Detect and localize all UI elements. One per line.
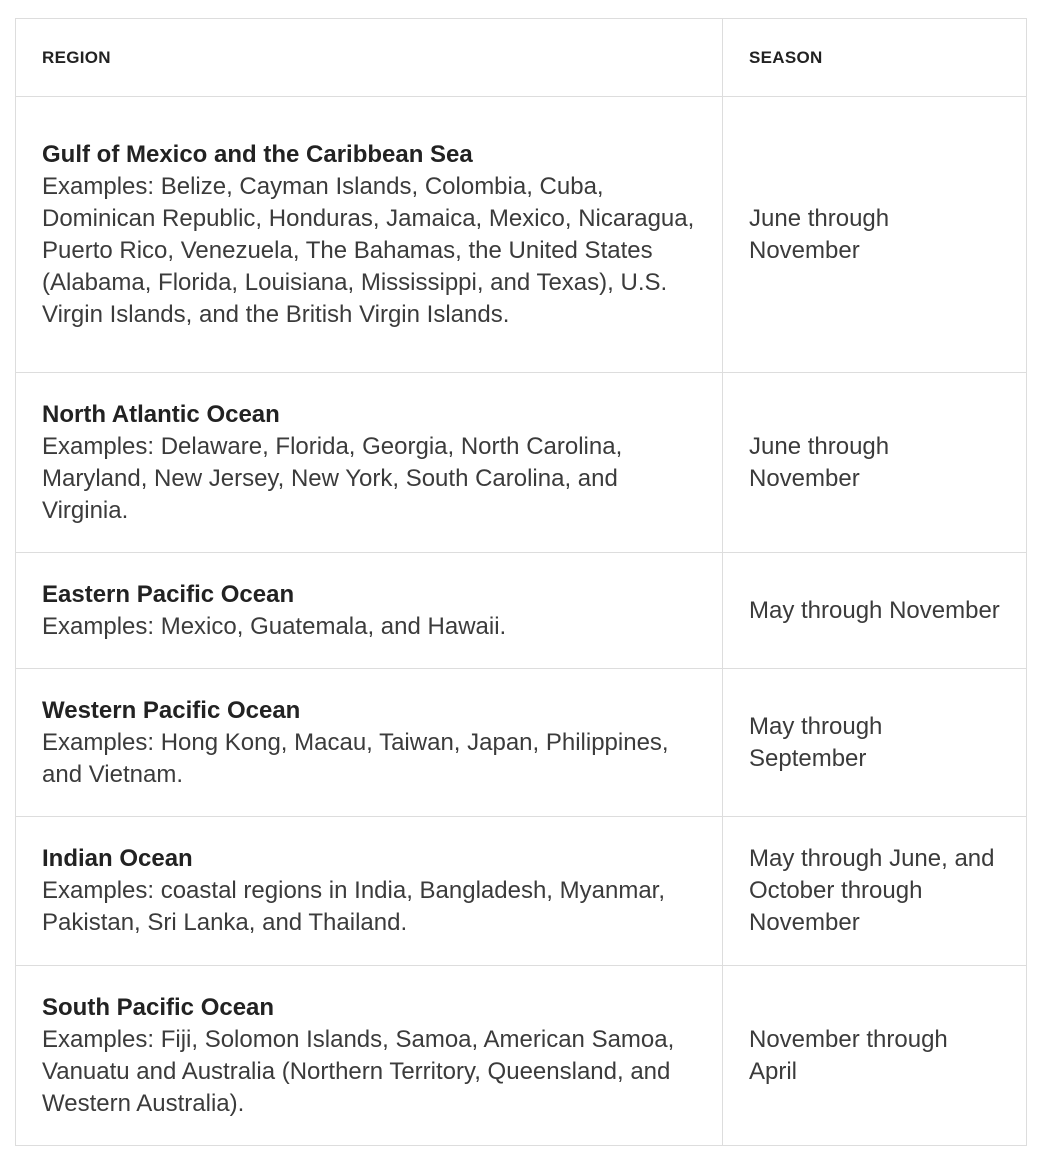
region-examples: Examples: Belize, Cayman Islands, Colombia, Cuba, Dominican Republic, Honduras, Jamaica, Mexico, Nicaragua, Puerto Rico, Venezuela, The Bahamas, the United States (Alabama, Florida, Louisiana, Mississippi, and Texas), U.S. Virgin Islands, and the British Virgin Islands. (42, 172, 695, 328)
region-cell (16, 669, 723, 817)
table-row (16, 817, 1027, 966)
table-header-row (16, 19, 1027, 97)
region-name: Indian Ocean (42, 845, 193, 872)
column-header-region: REGION (16, 19, 723, 97)
region-cell (16, 553, 723, 669)
season-cell: May through June, and October through November (723, 817, 1027, 966)
region-cell (16, 97, 723, 373)
table-row (16, 966, 1027, 1146)
season-cell: June through November (723, 373, 1027, 553)
region-examples: Examples: Mexico, Guatemala, and Hawaii. (42, 612, 507, 640)
table-row (16, 97, 1027, 373)
column-header-season: SEASON (723, 19, 1027, 97)
table-row (16, 373, 1027, 553)
region-name: South Pacific Ocean (42, 993, 275, 1021)
region-name: Gulf of Mexico and the Caribbean Sea (42, 140, 473, 168)
region-examples: Examples: Hong Kong, Macau, Taiwan, Japan, Philippines, and Vietnam. (42, 728, 669, 788)
season-cell: November through April (723, 966, 1027, 1146)
region-examples: Examples: coastal regions in India, Bangladesh, Myanmar, Pakistan, Sri Lanka, and Thailand. (42, 877, 666, 936)
region-cell (16, 373, 723, 553)
region-examples: Examples: Fiji, Solomon Islands, Samoa, American Samoa, Vanuatu and Australia (Northern Territory, Queensland, and Western Australia). (42, 1025, 675, 1117)
region-name: Western Pacific Ocean (42, 696, 301, 724)
table-row (16, 553, 1027, 669)
season-cell: May through September (723, 669, 1027, 817)
region-name: Eastern Pacific Ocean (42, 580, 295, 608)
hurricane-season-table (15, 18, 1027, 1146)
region-name: North Atlantic Ocean (42, 400, 280, 428)
season-cell: June through November (723, 97, 1027, 373)
region-cell (16, 817, 723, 966)
table-row (16, 669, 1027, 817)
season-cell: May through November (723, 553, 1027, 669)
region-examples: Examples: Delaware, Florida, Georgia, North Carolina, Maryland, New Jersey, New York, South Carolina, and Virginia. (42, 432, 623, 524)
region-cell (16, 966, 723, 1146)
